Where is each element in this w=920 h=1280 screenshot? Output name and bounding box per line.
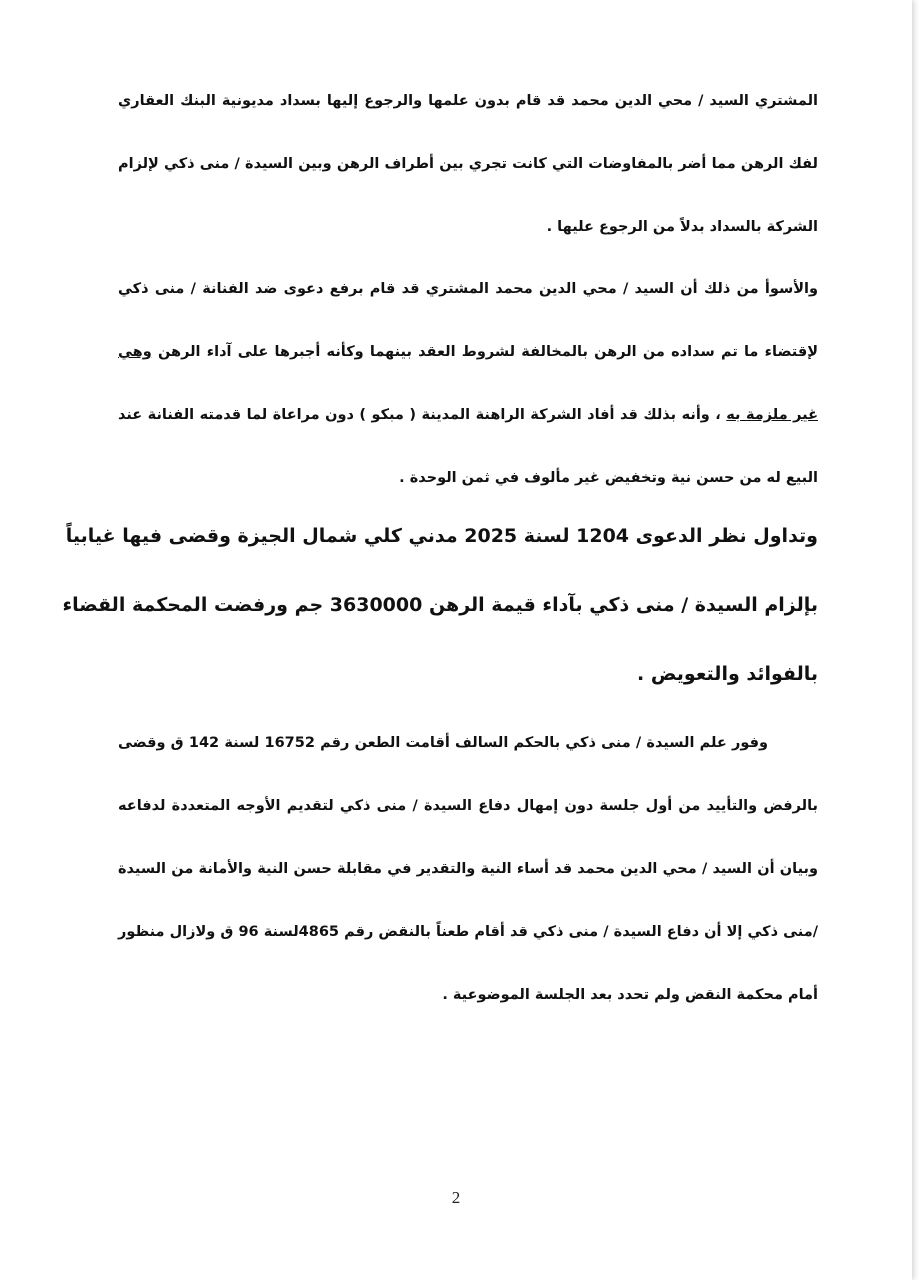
page-number: 2 <box>451 1188 461 1207</box>
paragraph-1-line-2: لفك الرهن مما أضر بالمفاوضات التي كانت تجري بين أطراف الرهن وبين السيدة / منى ذكي لإلزام <box>118 156 818 172</box>
paragraph-1-line-3: الشركة بالسداد بدلاً من الرجوع عليها . <box>546 219 818 235</box>
paragraph-4-line-1: وفور علم السيدة / منى ذكي بالحكم السالف أقامت الطعن رقم 16752 لسنة 142 ق وقضى <box>118 735 768 751</box>
paragraph-4-line-5: أمام محكمة النقض ولم تحدد بعد الجلسة الموضوعية . <box>442 987 818 1003</box>
paragraph-4-line-4: /منى ذكي إلا أن دفاع السيدة / منى ذكي قد أقام طعناً بالنقض رقم 4865لسنة 96 ق ولازال منظور <box>118 924 818 940</box>
underlined-phrase-end: غير ملزمة به <box>726 407 818 423</box>
paragraph-2 <box>118 258 818 510</box>
paragraph-3 <box>62 502 818 709</box>
paragraph-4-line-2: بالرفض والتأييد من أول جلسة دون إمهال دفاع السيدة / منى ذكي لتقديم الأوجه المتعددة لدفاعه <box>118 798 818 814</box>
paragraph-1 <box>118 70 818 259</box>
paragraph-3-line-1: وتداول نظر الدعوى 1204 لسنة 2025 مدني كلي شمال الجيزة وقضى فيها غيابياً <box>65 525 818 547</box>
paragraph-3-line-3: بالفوائد والتعويض . <box>637 663 818 685</box>
paragraph-2-line-4: البيع له من حسن نية وتخفيض غير مألوف في ثمن الوحدة . <box>399 470 818 486</box>
paragraph-4 <box>118 712 818 1027</box>
paragraph-2-line-2-text: لإقتضاء ما تم سداده من الرهن بالمخالفة لشروط العقد بينهما وكأنه أجبرها على آداء الرهن <box>151 344 818 360</box>
paragraph-3-line-2: بإلزام السيدة / منى ذكي بآداء قيمة الرهن 3630000 جم ورفضت المحكمة القضاء <box>62 594 818 616</box>
paragraph-2-line-3-text: ، وأنه بذلك قد أفاد الشركة الراهنة المدينة ( مبكو ) دون مراعاة لما قدمته الفنانة عند <box>118 407 727 423</box>
underlined-phrase-start: وهي <box>118 344 152 360</box>
paragraph-4-line-3: وبيان أن السيد / محي الدين محمد قد أساء النية والتقدير في مقابلة حسن النية والأمانة من السيدة <box>118 861 818 877</box>
paragraph-1-line-1: المشتري السيد / محي الدين محمد قد قام بدون علمها والرجوع إليها بسداد مديونية البنك العقاري <box>118 93 818 109</box>
paragraph-2-line-3 <box>118 384 818 447</box>
paragraph-2-line-1: والأسوأ من ذلك أن السيد / محي الدين محمد المشتري قد قام برفع دعوى ضد الفنانة / منى ذكي <box>118 281 818 297</box>
paragraph-2-line-2 <box>118 321 818 384</box>
